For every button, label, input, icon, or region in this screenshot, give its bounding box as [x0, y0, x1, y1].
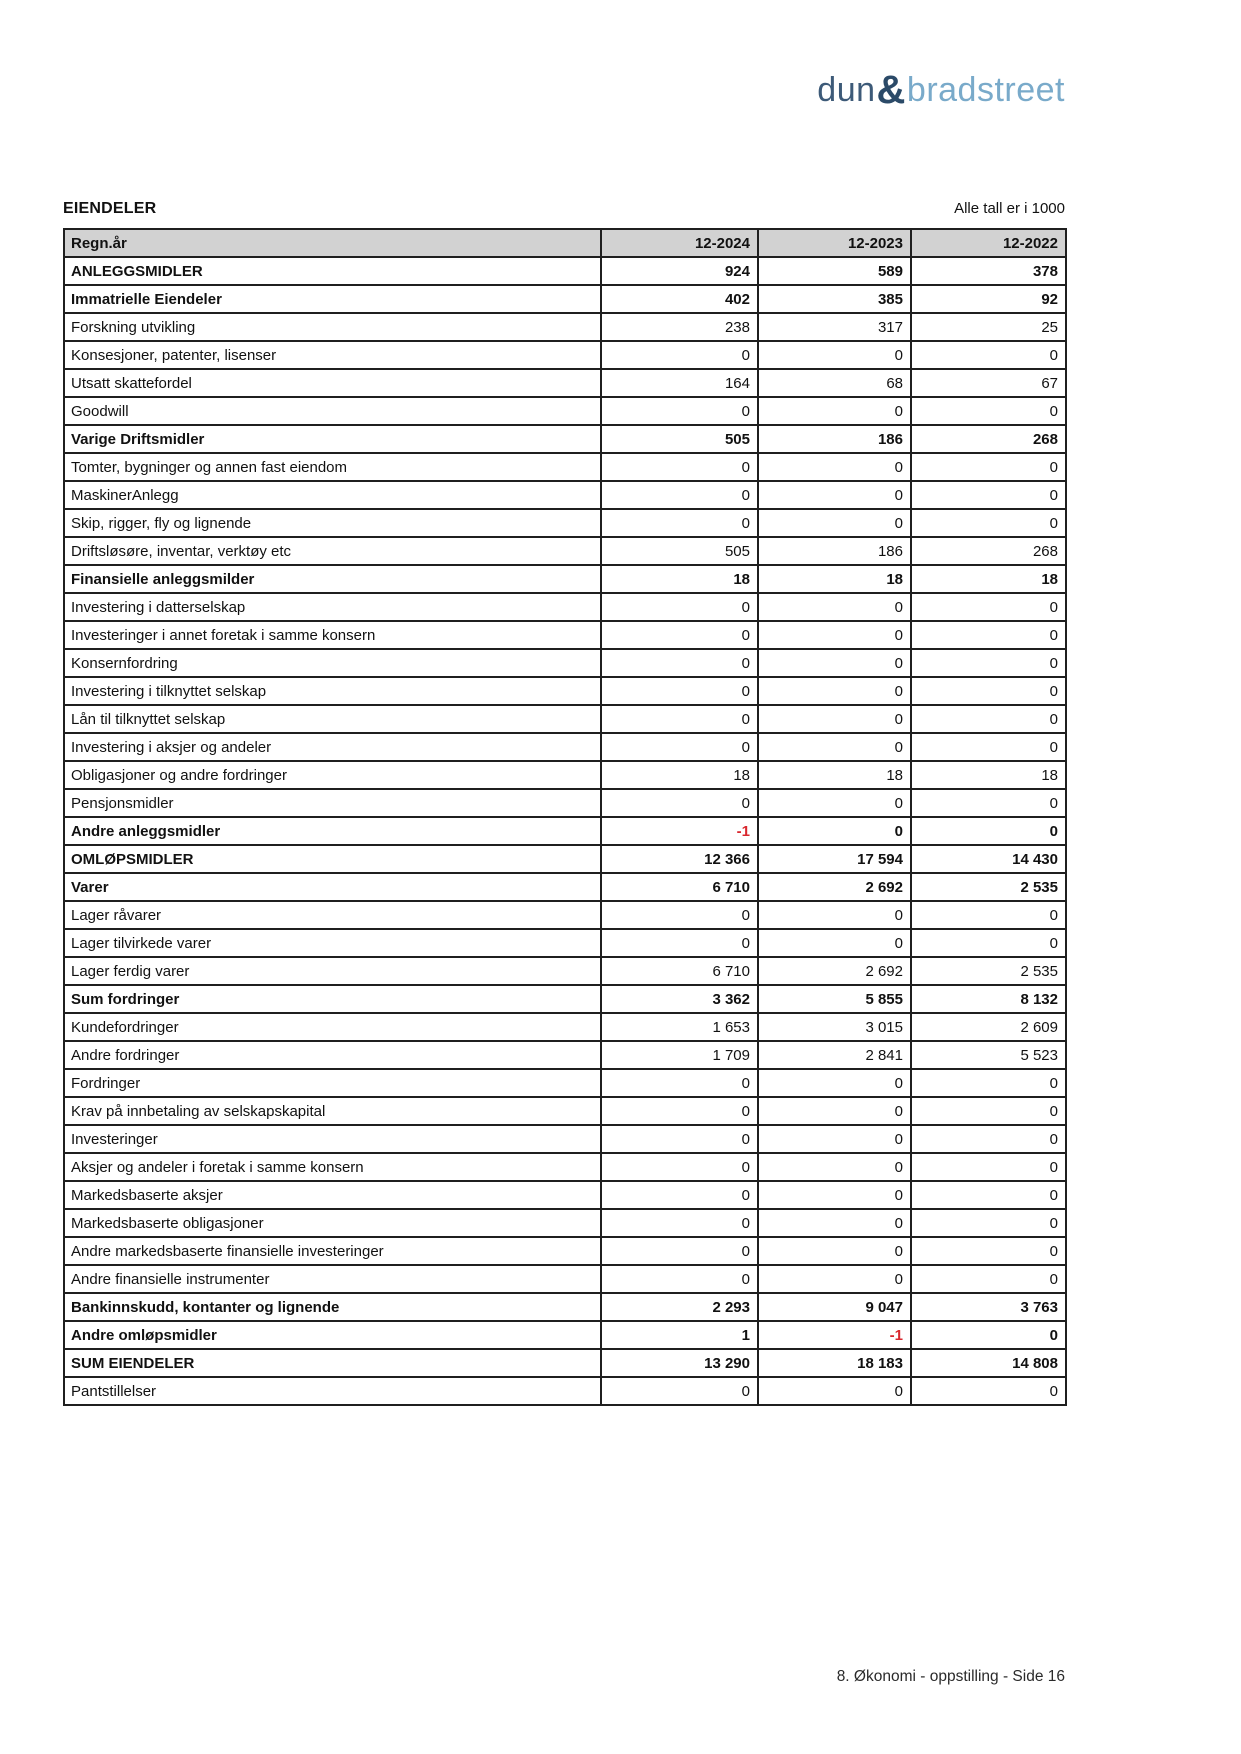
table-row	[64, 341, 1066, 369]
value-cell: 0	[601, 1125, 758, 1153]
table-row	[64, 285, 1066, 313]
value-cell: 0	[758, 817, 911, 845]
row-label-cell: Andre omløpsmidler	[64, 1321, 601, 1349]
row-label-cell: Kundefordringer	[64, 1013, 601, 1041]
value-cell: 1 709	[601, 1041, 758, 1069]
value-cell: 0	[601, 1153, 758, 1181]
value-cell: 2 535	[911, 873, 1066, 901]
value-cell: 92	[911, 285, 1066, 313]
row-label-cell: OMLØPSMIDLER	[64, 845, 601, 873]
value-cell: 1	[601, 1321, 758, 1349]
table-row	[64, 733, 1066, 761]
table-row	[64, 425, 1066, 453]
row-label-cell: Markedsbaserte aksjer	[64, 1181, 601, 1209]
value-cell: 6 710	[601, 957, 758, 985]
value-cell: 0	[758, 705, 911, 733]
table-row	[64, 509, 1066, 537]
value-cell: 924	[601, 257, 758, 285]
row-label-cell: Investering i aksjer og andeler	[64, 733, 601, 761]
page-footer: 8. Økonomi - oppstilling - Side 16	[836, 1668, 1065, 1685]
value-cell: 0	[758, 929, 911, 957]
value-cell: 2 609	[911, 1013, 1066, 1041]
value-cell: 0	[601, 929, 758, 957]
units-note: Alle tall er i 1000	[954, 200, 1065, 217]
row-label-cell: Andre fordringer	[64, 1041, 601, 1069]
table-row	[64, 369, 1066, 397]
value-cell: 0	[601, 481, 758, 509]
table-body	[64, 257, 1066, 1405]
value-cell: 0	[601, 397, 758, 425]
value-cell: 0	[911, 789, 1066, 817]
value-cell: 0	[911, 1321, 1066, 1349]
value-cell: 0	[601, 789, 758, 817]
value-cell: 2 692	[758, 957, 911, 985]
row-label-cell: Sum fordringer	[64, 985, 601, 1013]
row-label-cell: Lager ferdig varer	[64, 957, 601, 985]
table-row	[64, 1125, 1066, 1153]
value-cell: 13 290	[601, 1349, 758, 1377]
value-cell: 0	[601, 1209, 758, 1237]
value-cell: 0	[911, 649, 1066, 677]
value-cell: 0	[911, 1097, 1066, 1125]
value-cell: 0	[911, 509, 1066, 537]
value-cell: 0	[911, 1125, 1066, 1153]
value-cell: 0	[758, 677, 911, 705]
table-row	[64, 1097, 1066, 1125]
value-cell: 0	[911, 1237, 1066, 1265]
row-label-cell: ANLEGGSMIDLER	[64, 257, 601, 285]
value-cell: 0	[758, 1265, 911, 1293]
value-cell: 0	[601, 1377, 758, 1405]
value-cell: 3 763	[911, 1293, 1066, 1321]
table-row	[64, 593, 1066, 621]
value-cell: 0	[601, 1181, 758, 1209]
value-cell: 0	[758, 509, 911, 537]
value-cell: 385	[758, 285, 911, 313]
value-cell: 0	[601, 733, 758, 761]
value-cell: 18	[911, 565, 1066, 593]
value-cell: 0	[758, 341, 911, 369]
column-header-2024: 12-2024	[601, 229, 758, 257]
table-row	[64, 1321, 1066, 1349]
assets-balance-table	[63, 228, 1067, 1406]
table-row	[64, 957, 1066, 985]
value-cell: 0	[601, 1097, 758, 1125]
table-row	[64, 1237, 1066, 1265]
column-header-2022: 12-2022	[911, 229, 1066, 257]
value-cell: 0	[601, 621, 758, 649]
value-cell: 268	[911, 425, 1066, 453]
row-label-cell: Andre markedsbaserte finansielle investeringer	[64, 1237, 601, 1265]
value-cell: 0	[758, 1377, 911, 1405]
value-cell: 0	[911, 1181, 1066, 1209]
table-row	[64, 789, 1066, 817]
table-row	[64, 257, 1066, 285]
value-cell: 238	[601, 313, 758, 341]
value-cell: 0	[911, 1069, 1066, 1097]
row-label-cell: Investering i datterselskap	[64, 593, 601, 621]
row-label-cell: MaskinerAnlegg	[64, 481, 601, 509]
table-header-row	[64, 229, 1066, 257]
value-cell: 0	[758, 733, 911, 761]
table-row	[64, 901, 1066, 929]
value-cell: 0	[911, 453, 1066, 481]
value-cell: 0	[601, 341, 758, 369]
row-label-cell: Fordringer	[64, 1069, 601, 1097]
value-cell: 0	[601, 1237, 758, 1265]
row-label-cell: Markedsbaserte obligasjoner	[64, 1209, 601, 1237]
value-cell: 0	[601, 509, 758, 537]
value-cell: 12 366	[601, 845, 758, 873]
value-cell: 505	[601, 425, 758, 453]
value-cell: 0	[758, 621, 911, 649]
row-label-cell: Obligasjoner og andre fordringer	[64, 761, 601, 789]
value-cell: 25	[911, 313, 1066, 341]
value-cell: 14 808	[911, 1349, 1066, 1377]
value-cell: 0	[911, 397, 1066, 425]
table-row	[64, 313, 1066, 341]
value-cell: 0	[758, 1097, 911, 1125]
value-cell: 18	[601, 761, 758, 789]
value-cell: 268	[911, 537, 1066, 565]
value-cell: 0	[911, 621, 1066, 649]
row-label-cell: SUM EIENDELER	[64, 1349, 601, 1377]
value-cell: 5 523	[911, 1041, 1066, 1069]
value-cell: 0	[911, 705, 1066, 733]
table-row	[64, 929, 1066, 957]
value-cell: 2 692	[758, 873, 911, 901]
row-label-cell: Krav på innbetaling av selskapskapital	[64, 1097, 601, 1125]
row-label-cell: Forskning utvikling	[64, 313, 601, 341]
table-row	[64, 1069, 1066, 1097]
title-row	[63, 200, 1065, 218]
value-cell: 2 841	[758, 1041, 911, 1069]
row-label-cell: Tomter, bygninger og annen fast eiendom	[64, 453, 601, 481]
value-cell: 0	[601, 901, 758, 929]
row-label-cell: Driftsløsøre, inventar, verktøy etc	[64, 537, 601, 565]
row-label-cell: Lån til tilknyttet selskap	[64, 705, 601, 733]
value-cell: 9 047	[758, 1293, 911, 1321]
value-cell: 18 183	[758, 1349, 911, 1377]
table-row	[64, 565, 1066, 593]
value-cell: 0	[758, 453, 911, 481]
table-row	[64, 1041, 1066, 1069]
value-cell: 0	[911, 593, 1066, 621]
value-cell: -1	[601, 817, 758, 845]
value-cell: 0	[911, 817, 1066, 845]
row-label-cell: Varige Driftsmidler	[64, 425, 601, 453]
value-cell: 164	[601, 369, 758, 397]
dun-bradstreet-logo	[817, 70, 1065, 110]
logo-text-dun: dun	[817, 71, 876, 109]
value-cell: 68	[758, 369, 911, 397]
row-label-cell: Andre anleggsmidler	[64, 817, 601, 845]
value-cell: 402	[601, 285, 758, 313]
row-label-cell: Investeringer i annet foretak i samme konsern	[64, 621, 601, 649]
table-row	[64, 705, 1066, 733]
row-label-cell: Goodwill	[64, 397, 601, 425]
value-cell: 1 653	[601, 1013, 758, 1041]
row-label-cell: Konsesjoner, patenter, lisenser	[64, 341, 601, 369]
value-cell: -1	[758, 1321, 911, 1349]
table-row	[64, 621, 1066, 649]
value-cell: 0	[601, 1265, 758, 1293]
table-row	[64, 1181, 1066, 1209]
value-cell: 2 535	[911, 957, 1066, 985]
value-cell: 0	[601, 677, 758, 705]
table-row	[64, 677, 1066, 705]
value-cell: 186	[758, 425, 911, 453]
value-cell: 0	[601, 705, 758, 733]
value-cell: 18	[601, 565, 758, 593]
row-label-cell: Konsernfordring	[64, 649, 601, 677]
value-cell: 3 015	[758, 1013, 911, 1041]
value-cell: 317	[758, 313, 911, 341]
value-cell: 0	[601, 453, 758, 481]
value-cell: 2 293	[601, 1293, 758, 1321]
row-label-cell: Investering i tilknyttet selskap	[64, 677, 601, 705]
table-row	[64, 453, 1066, 481]
row-label-cell: Skip, rigger, fly og lignende	[64, 509, 601, 537]
table-row	[64, 845, 1066, 873]
value-cell: 0	[758, 649, 911, 677]
row-label-cell: Utsatt skattefordel	[64, 369, 601, 397]
row-label-cell: Pensjonsmidler	[64, 789, 601, 817]
section-title: EIENDELER	[63, 200, 157, 217]
logo-text-bradstreet: bradstreet	[906, 71, 1065, 109]
value-cell: 14 430	[911, 845, 1066, 873]
value-cell: 0	[911, 677, 1066, 705]
table-row	[64, 985, 1066, 1013]
table-row	[64, 1209, 1066, 1237]
value-cell: 0	[758, 1125, 911, 1153]
row-label-cell: Lager råvarer	[64, 901, 601, 929]
table-row	[64, 1153, 1066, 1181]
value-cell: 0	[758, 1237, 911, 1265]
value-cell: 8 132	[911, 985, 1066, 1013]
value-cell: 378	[911, 257, 1066, 285]
row-label-cell: Andre finansielle instrumenter	[64, 1265, 601, 1293]
row-label-cell: Investeringer	[64, 1125, 601, 1153]
value-cell: 5 855	[758, 985, 911, 1013]
value-cell: 0	[758, 593, 911, 621]
table-row	[64, 649, 1066, 677]
value-cell: 0	[758, 1181, 911, 1209]
table-row	[64, 481, 1066, 509]
table-row	[64, 1293, 1066, 1321]
row-label-cell: Finansielle anleggsmilder	[64, 565, 601, 593]
value-cell: 0	[911, 1153, 1066, 1181]
value-cell: 0	[758, 789, 911, 817]
value-cell: 18	[758, 565, 911, 593]
value-cell: 0	[601, 1069, 758, 1097]
value-cell: 18	[758, 761, 911, 789]
value-cell: 0	[758, 481, 911, 509]
value-cell: 0	[758, 1153, 911, 1181]
row-label-cell: Pantstillelser	[64, 1377, 601, 1405]
value-cell: 0	[601, 649, 758, 677]
column-header-regnar: Regn.år	[64, 229, 601, 257]
value-cell: 0	[911, 1265, 1066, 1293]
logo-ampersand-icon: &	[876, 68, 906, 112]
table-row	[64, 1377, 1066, 1405]
column-header-2023: 12-2023	[758, 229, 911, 257]
value-cell: 0	[911, 341, 1066, 369]
table-row	[64, 761, 1066, 789]
value-cell: 0	[911, 1209, 1066, 1237]
value-cell: 3 362	[601, 985, 758, 1013]
value-cell: 18	[911, 761, 1066, 789]
value-cell: 0	[758, 397, 911, 425]
value-cell: 0	[758, 1069, 911, 1097]
row-label-cell: Aksjer og andeler i foretak i samme konsern	[64, 1153, 601, 1181]
table-row	[64, 1013, 1066, 1041]
table-row	[64, 873, 1066, 901]
value-cell: 0	[911, 901, 1066, 929]
row-label-cell: Varer	[64, 873, 601, 901]
value-cell: 0	[911, 1377, 1066, 1405]
row-label-cell: Bankinnskudd, kontanter og lignende	[64, 1293, 601, 1321]
value-cell: 67	[911, 369, 1066, 397]
value-cell: 0	[758, 901, 911, 929]
value-cell: 6 710	[601, 873, 758, 901]
table-row	[64, 397, 1066, 425]
table-row	[64, 537, 1066, 565]
row-label-cell: Lager tilvirkede varer	[64, 929, 601, 957]
value-cell: 0	[601, 593, 758, 621]
value-cell: 0	[911, 733, 1066, 761]
value-cell: 0	[911, 481, 1066, 509]
value-cell: 589	[758, 257, 911, 285]
table-row	[64, 1349, 1066, 1377]
value-cell: 0	[758, 1209, 911, 1237]
table-row	[64, 817, 1066, 845]
value-cell: 17 594	[758, 845, 911, 873]
row-label-cell: Immatrielle Eiendeler	[64, 285, 601, 313]
value-cell: 0	[911, 929, 1066, 957]
value-cell: 505	[601, 537, 758, 565]
value-cell: 186	[758, 537, 911, 565]
table-row	[64, 1265, 1066, 1293]
